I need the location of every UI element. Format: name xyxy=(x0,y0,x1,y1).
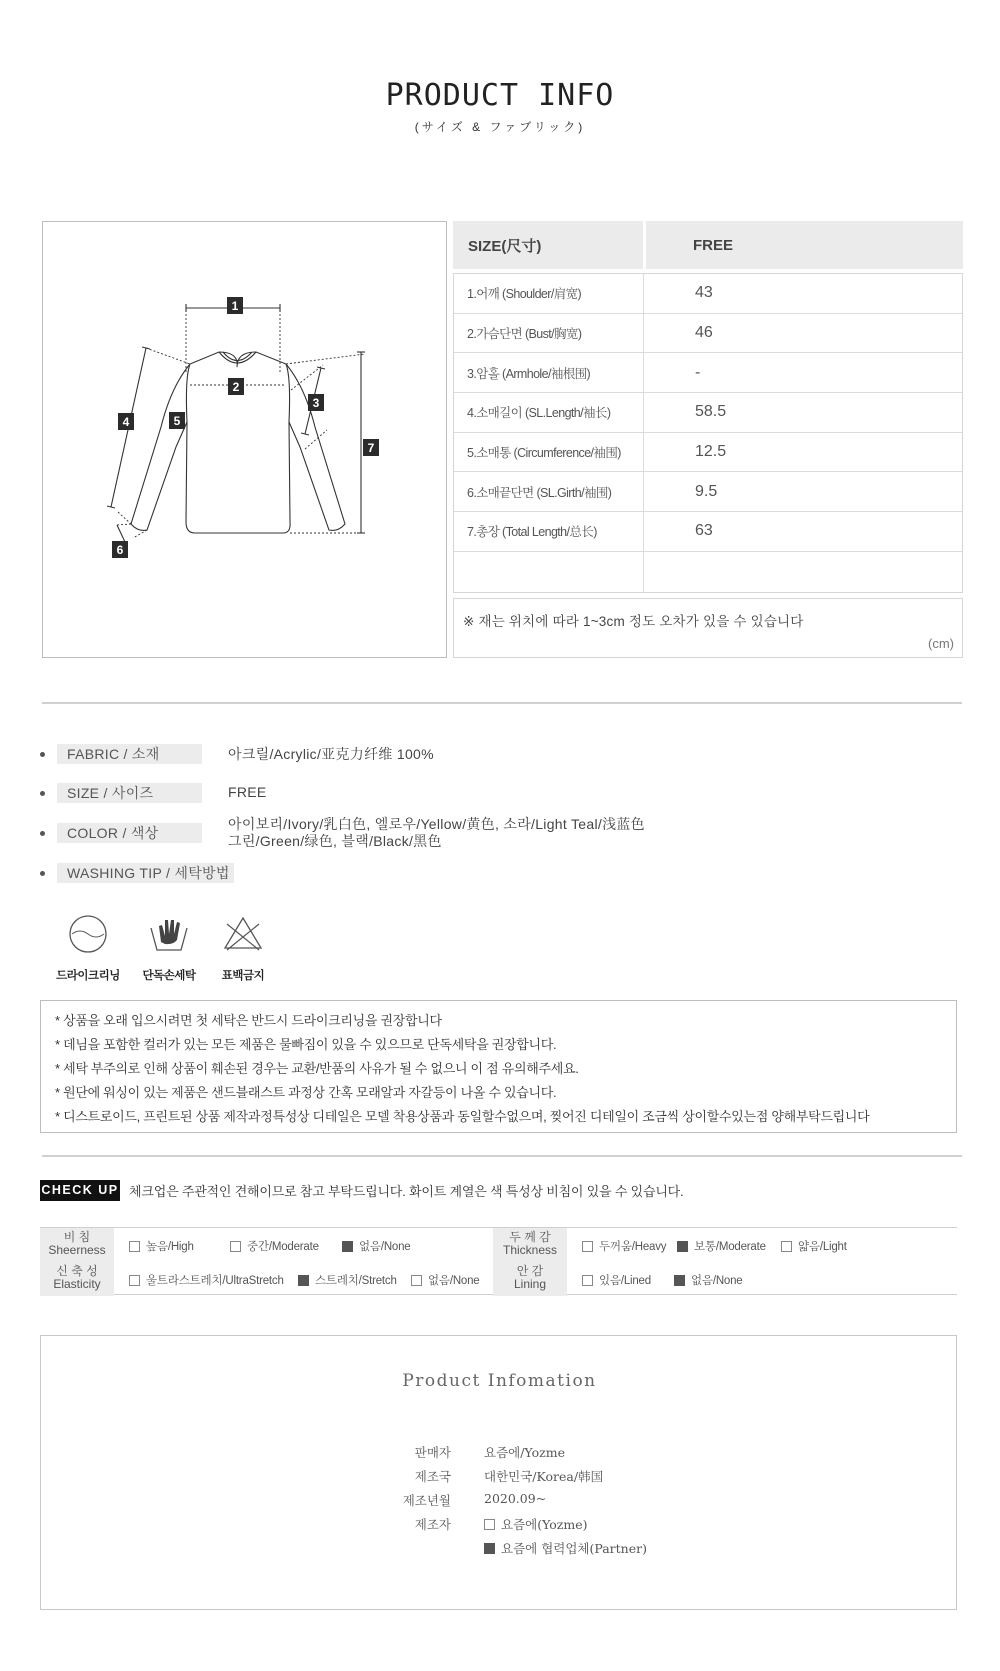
checkbox-checked-icon xyxy=(677,1241,688,1252)
bullet-icon xyxy=(40,791,45,796)
notice-item: * 디스트로이드, 프린트된 상품 제작과정특성상 디테일은 모델 착용상품과 동일할수없으며, 찢어진 디테일이 조금씩 상이할수있는점 양해부탁드립니다 xyxy=(55,1109,870,1124)
sheerness-option: 높음/High xyxy=(129,1238,194,1254)
marker-2-label: 2 xyxy=(232,380,240,394)
measure-markers xyxy=(112,297,379,558)
thickness-option: 두꺼움/Heavy xyxy=(582,1238,666,1254)
thickness-option: 얇음/Light xyxy=(781,1238,847,1254)
notice-item: * 상품을 오래 입으시려면 첫 세탁은 반드시 드라이크리닝을 권장합니다 xyxy=(55,1013,442,1028)
lining-option: 없음/None xyxy=(674,1272,743,1288)
lining-en: Lining xyxy=(513,1277,547,1291)
thickness-option: 보통/Moderate xyxy=(677,1238,766,1254)
marker-5-label: 5 xyxy=(173,414,181,428)
measurement-note: ※ 재는 위치에 따라 1~3cm 정도 오차가 있을 수 있습니다 xyxy=(463,614,804,629)
fabric-attribute-table xyxy=(40,1227,957,1295)
measure-value: 46 xyxy=(695,324,713,342)
checkbox-checked-icon xyxy=(484,1543,495,1554)
fabric-label: FABRIC / 소재 xyxy=(57,744,202,764)
measure-label: 5.소매통 (Circumference/袖围) xyxy=(454,433,644,472)
lining-ko: 안 감 xyxy=(516,1264,544,1278)
hand-wash-icon xyxy=(147,912,191,956)
unit-label: (cm) xyxy=(928,636,954,651)
elasticity-key xyxy=(40,1262,114,1296)
checkbox-icon xyxy=(781,1241,792,1252)
sheerness-en: Sheerness xyxy=(48,1243,106,1257)
table-row xyxy=(454,314,962,354)
marker-1-label: 1 xyxy=(231,299,239,313)
manufacture-date-value: 2020.09~ xyxy=(484,1491,547,1506)
checkbox-icon xyxy=(230,1241,241,1252)
checkup-badge: CHECK UP xyxy=(40,1180,120,1201)
garment-measurement-diagram xyxy=(42,221,447,658)
table-row xyxy=(454,274,962,314)
color-value-line-1: 아이보리/Ivory/乳白色, 엘로우/Yellow/黄色, 소라/Light Teal/浅蓝色 xyxy=(228,816,645,832)
spec-washing xyxy=(40,863,234,883)
measure-label: 2.가슴단면 (Bust/胸宽) xyxy=(454,314,644,353)
elasticity-option: 없음/None xyxy=(411,1272,480,1288)
spec-color xyxy=(40,816,645,850)
elasticity-en: Elasticity xyxy=(53,1277,101,1291)
measure-label: 4.소매길이 (SL.Length/袖长) xyxy=(454,393,644,432)
maker-label: 제조자 xyxy=(414,1518,451,1532)
color-value-line-2: 그린/Green/绿色, 블랙/Black/黑色 xyxy=(228,833,442,849)
divider xyxy=(42,1155,962,1157)
measure-value: 58.5 xyxy=(695,403,727,421)
page-title: PRODUCT INFO xyxy=(385,78,615,113)
notice-item: * 세탁 부주의로 인해 상품이 훼손된 경우는 교환/반품의 사유가 될 수 없으니 이 점 유의해주세요. xyxy=(55,1061,579,1076)
sweater-outline-drawing xyxy=(43,222,448,659)
elasticity-ko: 신 축 성 xyxy=(56,1264,98,1278)
checkup-description: 체크업은 주관적인 견해이므로 참고 부탁드립니다. 화이트 계열은 색 특성상 비침이 있을 수 있습니다. xyxy=(129,1184,684,1199)
checkbox-icon xyxy=(129,1241,140,1252)
maker-option: 요즘에(Yozme) xyxy=(484,1515,588,1533)
sheerness-option: 없음/None xyxy=(342,1238,411,1254)
table-row xyxy=(454,433,962,473)
checkbox-checked-icon xyxy=(298,1275,309,1286)
lining-key xyxy=(493,1262,567,1296)
marker-6-label: 6 xyxy=(116,543,124,557)
size-table-header xyxy=(453,221,963,269)
thickness-key xyxy=(493,1228,567,1262)
dry-clean-icon xyxy=(66,912,110,956)
measure-label: 7.총장 (Total Length/总长) xyxy=(454,512,644,551)
measure-value: 9.5 xyxy=(695,482,718,500)
checkbox-checked-icon xyxy=(674,1275,685,1286)
country-label: 제조국 xyxy=(414,1470,451,1484)
measure-value: 43 xyxy=(695,284,713,302)
country-value: 대한민국/Korea/韩国 xyxy=(484,1469,604,1484)
size-header-label: SIZE(尺寸) xyxy=(468,237,542,255)
table-row xyxy=(454,472,962,512)
sheerness-ko: 비 침 xyxy=(63,1230,91,1244)
checkbox-icon xyxy=(484,1519,495,1530)
care-label: 드라이크리닝 xyxy=(56,970,120,982)
size-table-body xyxy=(453,273,963,593)
measure-label: 1.어깨 (Shoulder/肩宽) xyxy=(454,274,644,313)
seller-label: 판매자 xyxy=(414,1446,451,1460)
measure-value: 63 xyxy=(695,522,713,540)
divider xyxy=(42,702,962,704)
measure-value: 12.5 xyxy=(695,443,727,461)
checkbox-icon xyxy=(582,1241,593,1252)
care-no-bleach xyxy=(198,912,288,983)
attr-row-2 xyxy=(40,1262,957,1296)
sheerness-key xyxy=(40,1228,114,1262)
bullet-icon xyxy=(40,871,45,876)
checkbox-icon xyxy=(411,1275,422,1286)
sheerness-option: 중간/Moderate xyxy=(230,1238,319,1254)
marker-3-label: 3 xyxy=(312,396,320,410)
measure-label: 6.소매끝단면 (SL.Girth/袖围) xyxy=(454,472,644,511)
table-row xyxy=(454,552,962,592)
care-label: 표백금지 xyxy=(221,970,265,982)
manufacture-date-label: 제조년월 xyxy=(402,1494,451,1508)
measure-value: - xyxy=(695,363,701,381)
bullet-icon xyxy=(40,752,45,757)
measurement-note-box xyxy=(453,598,963,658)
measure-value xyxy=(644,552,962,592)
table-row xyxy=(454,393,962,433)
color-label: COLOR / 색상 xyxy=(57,823,202,843)
notice-item: * 원단에 워싱이 있는 제품은 샌드블래스트 과정상 간혹 모래알과 자갈등이 나올 수 있습니다. xyxy=(55,1085,557,1100)
seller-value: 요즘에/Yozme xyxy=(484,1445,565,1460)
size-value: FREE xyxy=(228,784,267,800)
size-label: SIZE / 사이즈 xyxy=(57,783,202,803)
washing-notice-box xyxy=(40,1000,957,1133)
no-bleach-icon xyxy=(221,912,265,956)
measure-label xyxy=(454,552,644,592)
washing-label: WASHING TIP / 세탁방법 xyxy=(57,863,234,883)
color-value xyxy=(228,816,645,850)
lining-option: 있음/Lined xyxy=(582,1272,651,1288)
spec-fabric xyxy=(40,744,434,764)
marker-7-label: 7 xyxy=(367,441,375,455)
table-row xyxy=(454,512,962,552)
notice-item: * 데님을 포함한 컬러가 있는 모든 제품은 물빠짐이 있을 수 있으므로 단독세탁을 권장합니다. xyxy=(55,1037,557,1052)
checkbox-checked-icon xyxy=(342,1241,353,1252)
fabric-value: 아크릴/Acrylic/亚克力纤维 100% xyxy=(228,746,434,762)
spec-size xyxy=(40,783,267,803)
product-information-title: Product Infomation xyxy=(402,1371,597,1391)
elasticity-option: 울트라스트레치/UltraStretch xyxy=(129,1272,284,1288)
size-table xyxy=(453,221,963,593)
attr-row-1 xyxy=(40,1228,957,1262)
measure-label: 3.암홀 (Armhole/袖根围) xyxy=(454,353,644,392)
table-row xyxy=(454,353,962,393)
thickness-ko: 두 께 감 xyxy=(509,1230,551,1244)
thickness-en: Thickness xyxy=(502,1243,558,1257)
bullet-icon xyxy=(40,831,45,836)
size-header-free: FREE xyxy=(643,221,963,269)
care-label: 단독손세탁 xyxy=(142,970,196,982)
checkbox-icon xyxy=(582,1275,593,1286)
checkbox-icon xyxy=(129,1275,140,1286)
elasticity-option: 스트레치/Stretch xyxy=(298,1272,397,1288)
marker-4-label: 4 xyxy=(122,415,130,429)
product-information-box xyxy=(40,1335,957,1610)
maker-option: 요즘에 협력업체(Partner) xyxy=(484,1539,647,1557)
page-subtitle: (サイズ & ファブリック) xyxy=(414,120,586,134)
care-dry-clean xyxy=(43,912,133,983)
